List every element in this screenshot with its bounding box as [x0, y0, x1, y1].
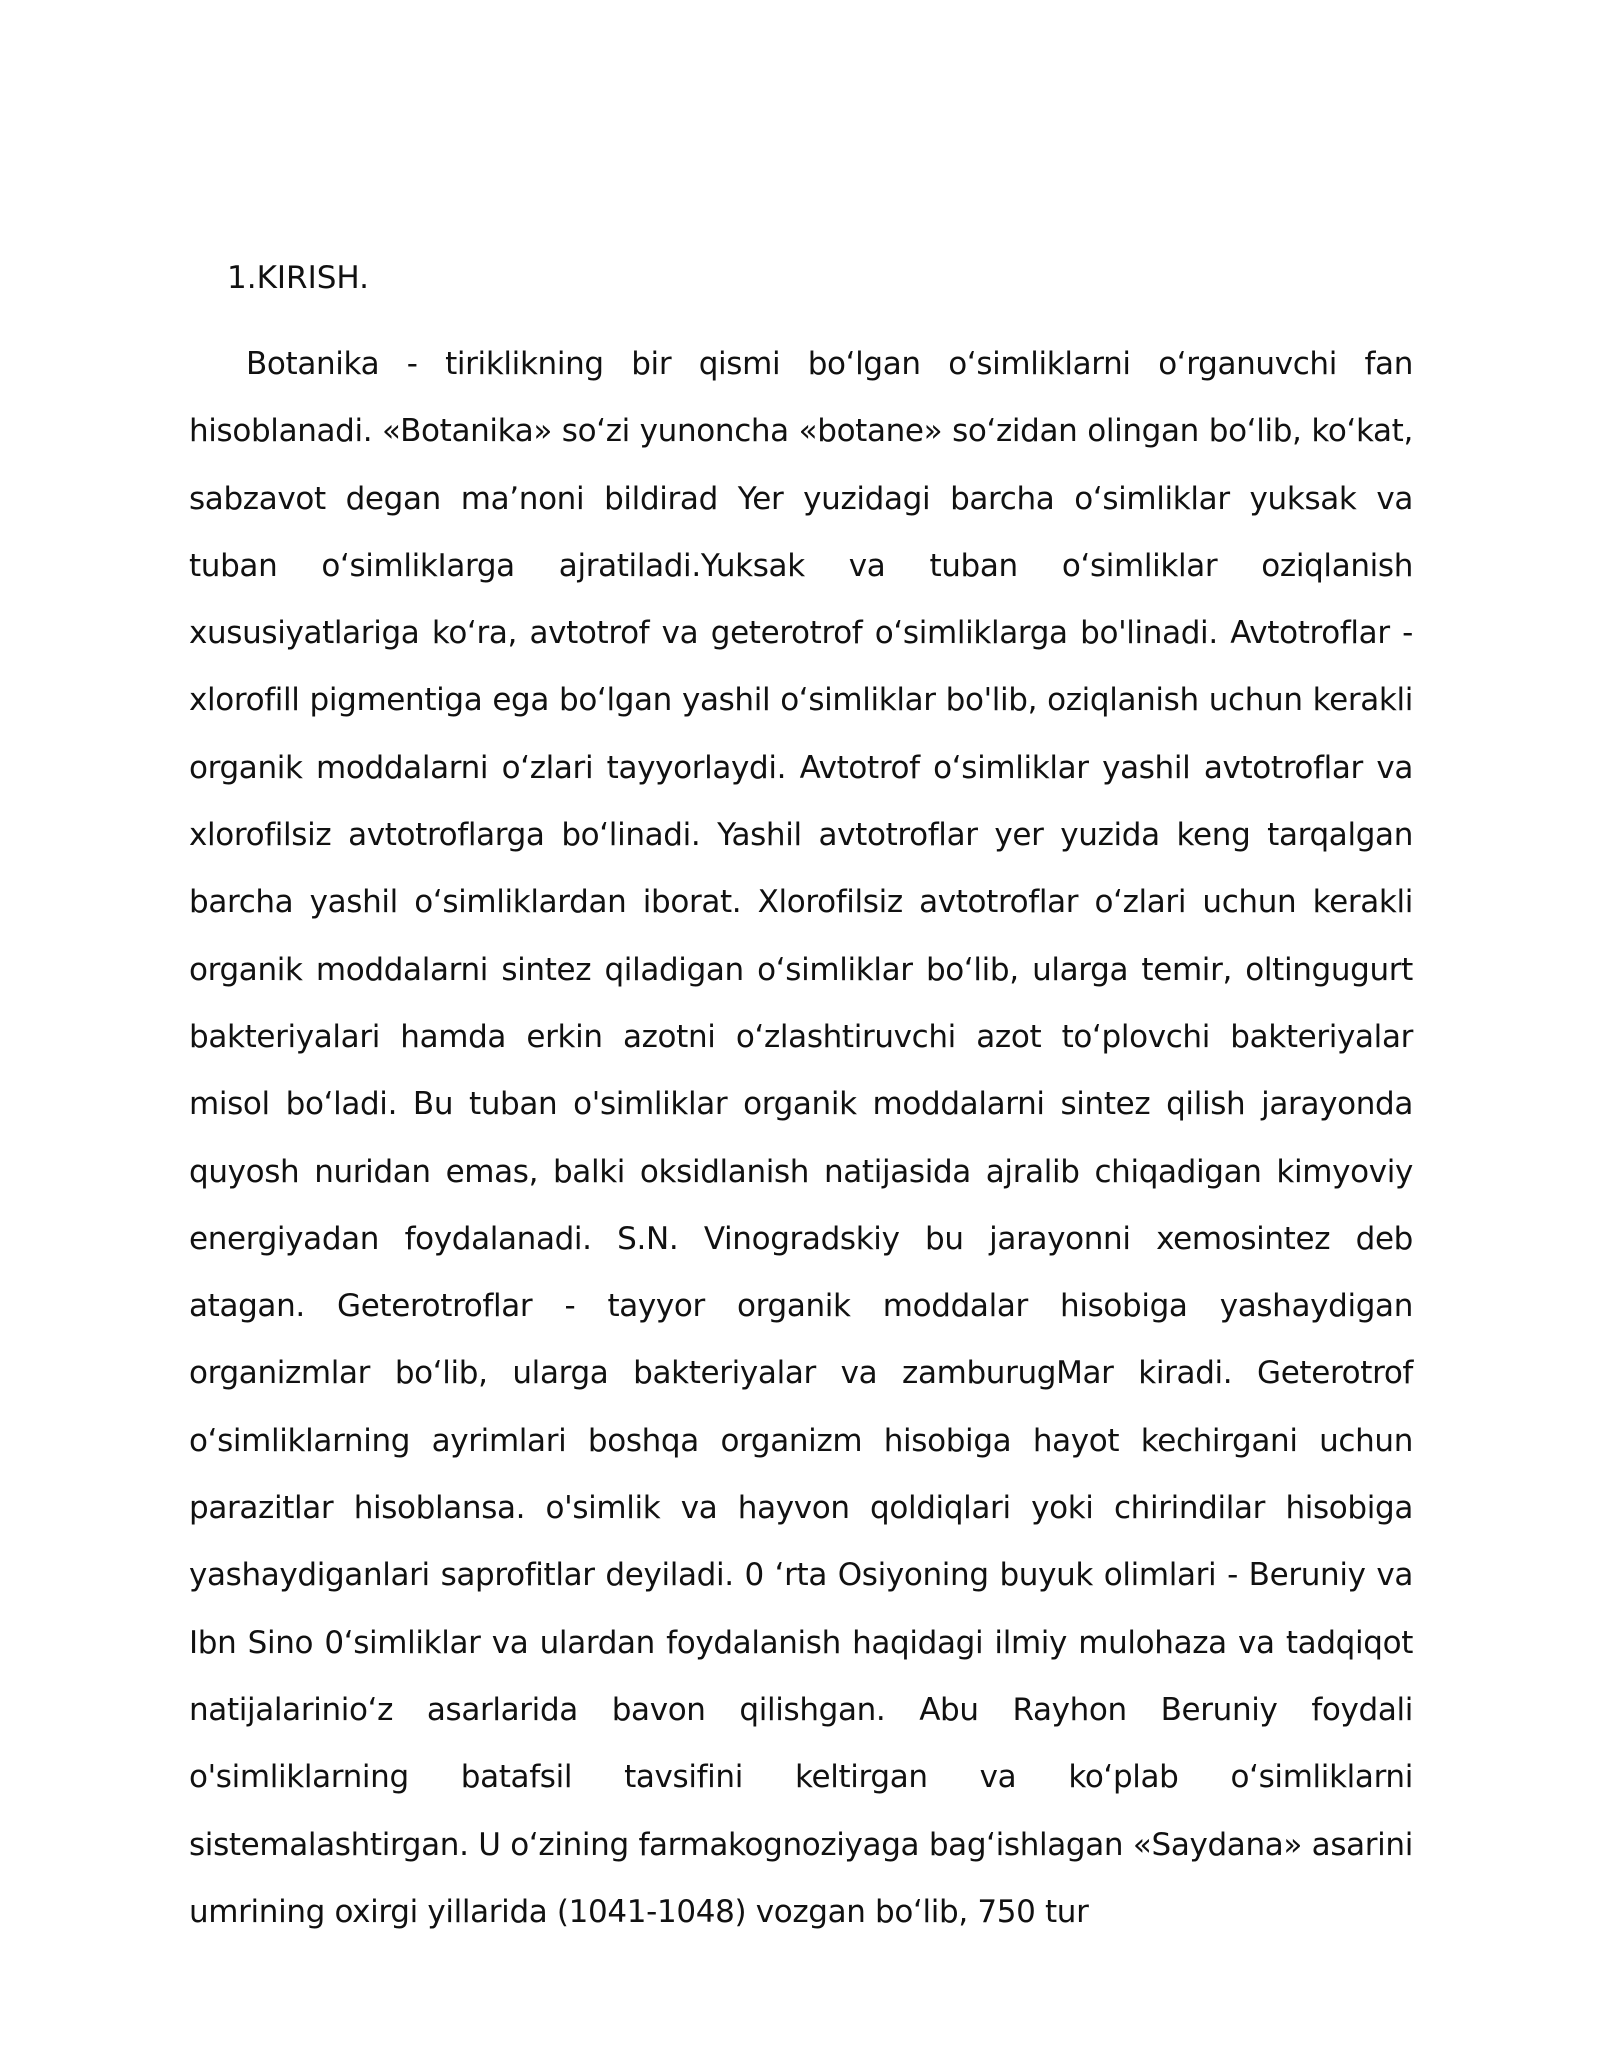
section-heading: 1.KIRISH. [227, 260, 370, 296]
body-paragraph: Botanika - tiriklikning bir qismi bo‘lgan o‘simliklarni o‘rganuvchi fan hisoblanadi. «Botanika» so‘zi yunoncha «botane» so‘zidan olingan bo‘lib, ko‘kat, sabzavot degan ma’noni bildirad Yer yuzidagi barcha o‘simliklar yuksak va tuban o‘simlikIarga ajratiladi.Yuksak va tuban o‘simliklar oziqlanish xususiyatlariga ko‘ra, avtotrof va geterotrof o‘simliklarga bo'linadi. Avtotroflar - xlorofill pigmentiga ega bo‘lgan yashil o‘simliklar bo'lib, oziqlanish uchun kerakli organik moddalarni o‘zlari tayyorlaydi. Avtotrof o‘simliklar yashil avtotroflar va xlorofilsiz avtotroflarga bo‘linadi. Yashil avtotroflar yer yuzida keng tarqalgan barcha yashil o‘simliklardan iborat. Xlorofilsiz avtotroflar o‘zlari uchun kerakli organik moddalarni sintez qiladigan o‘simliklar bo‘lib, ularga temir, oltingugurt bakteriyalari hamda erkin azotni o‘zlashtiruvchi azot to‘plovchi bakteriyalar misol bo‘ladi. Bu tuban o'simliklar organik moddalarni sintez qilish jarayonda quyosh nuridan emas, balki oksidlanish natijasida ajralib chiqadigan kimyoviy energiyadan foydalanadi. S.N. Vinogradskiy bu jarayonni xemosintez deb atagan. Geterotroflar - tayyor organik moddalar hisobiga yashaydigan organizmlar bo‘lib, ularga bakteriyalar va zamburugMar kiradi. Geterotrof o‘simliklarning ayrimlari boshqa organizm hisobiga hayot kechirgani uchun parazitlar hisoblansa. o'simlik va hayvon qoldiqlari yoki chirindilar hisobiga yashaydiganlari saprofitlar deyiladi. 0 ‘rta Osiyoning buyuk olimlari - Beruniy va Ibn Sino 0‘simliklar va ulardan foydalanish haqidagi ilmiy mulohaza va tadqiqot natijalarinio‘z asarlarida bavon qilishgan. Abu Rayhon Beruniy foydali o'simliklarning batafsil tavsifini keltirgan va ko‘plab o‘simliklarni sistemalashtirgan. U o‘zining farmakognoziyaga bag‘ishlagan «Saydana» asarini umrining oxirgi yillarida (1041-1048) vozgan bo‘lib, 750 tur [189, 346, 1413, 1930]
